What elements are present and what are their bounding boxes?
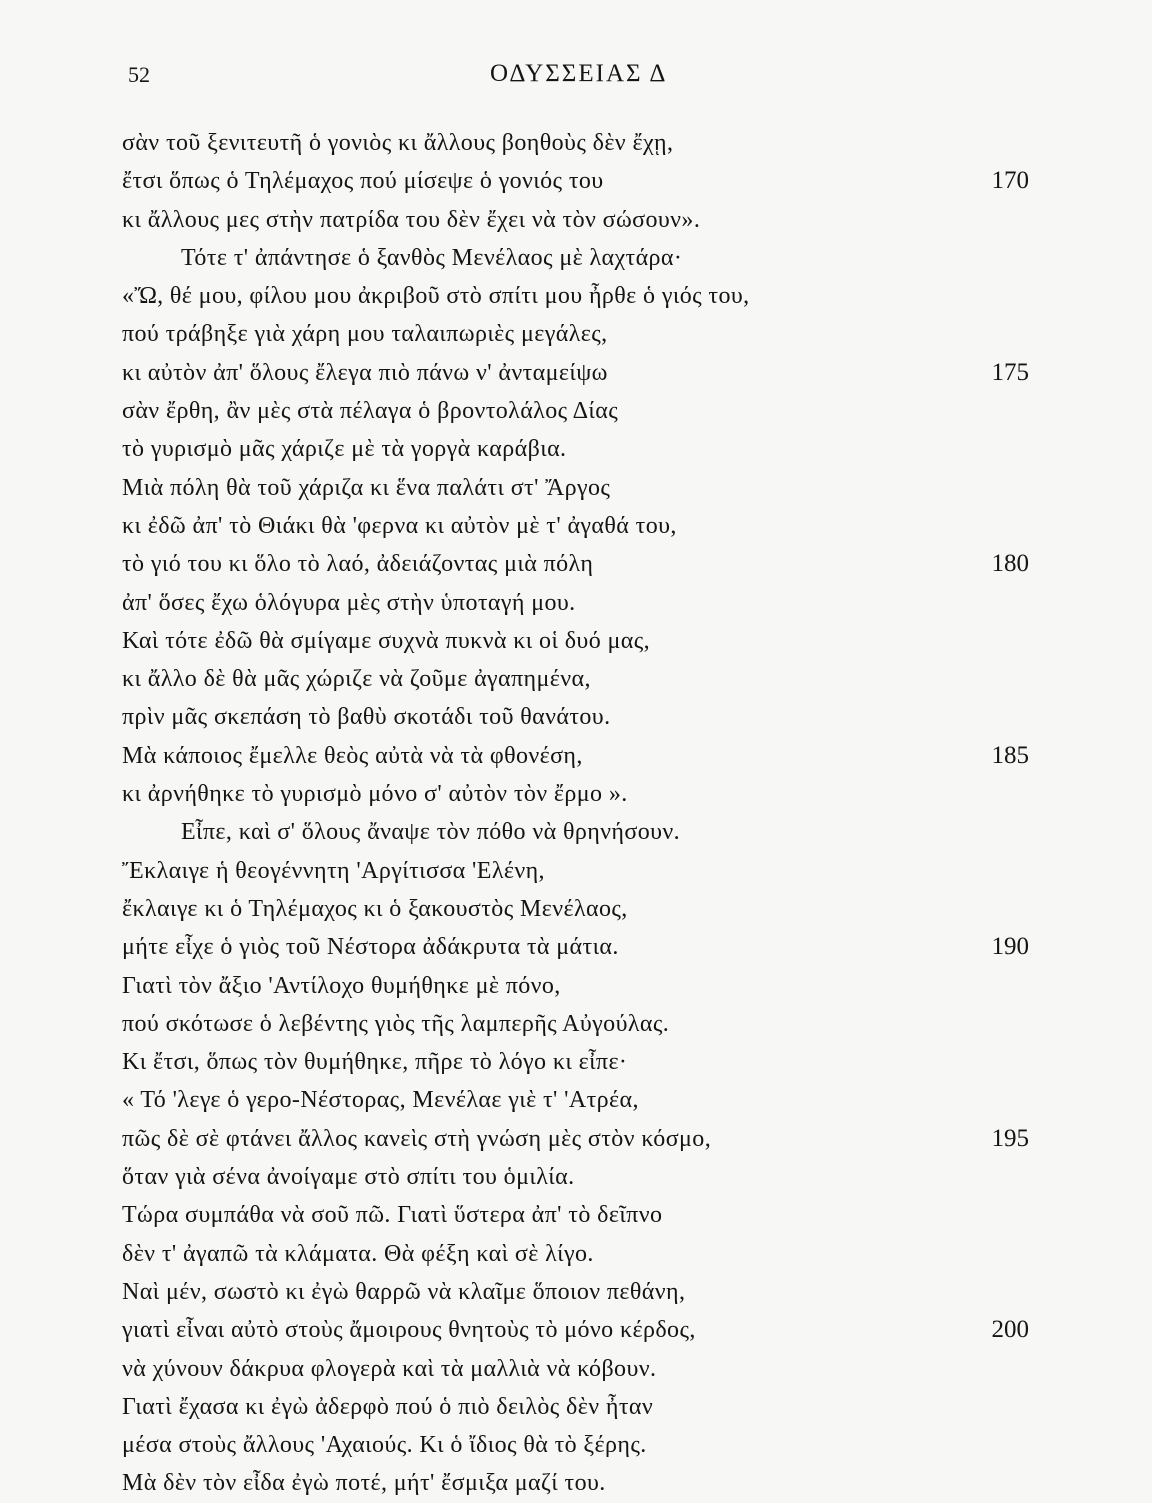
running-title: ΟΔΥΣΣΕΙΑΣ Δ xyxy=(490,60,668,87)
verse-line xyxy=(0,162,1152,200)
verse-line xyxy=(0,1235,1152,1273)
verse-line xyxy=(0,469,1152,507)
verse-text: δὲν τ' ἀγαπῶ τὰ κλάματα. Θὰ φέξη καὶ σὲ λίγο. xyxy=(122,1240,594,1267)
verse-line xyxy=(0,967,1152,1005)
line-number: 170 xyxy=(991,167,1029,195)
verse-text: πῶς δὲ σὲ φτάνει ἄλλος κανεὶς στὴ γνώση μὲς στὸν κόσμο, xyxy=(122,1125,712,1152)
verse-line xyxy=(0,1273,1152,1311)
verse-text: Εἶπε, καὶ σ' ὅλους ἄναψε τὸν πόθο νὰ θρηνήσουν. xyxy=(181,819,681,846)
verse-text: σὰν τοῦ ξενιτευτῆ ὁ γονιὸς κι ἄλλους βοηθοὺς δὲν ἔχῃ, xyxy=(122,130,674,156)
verse-line xyxy=(0,1043,1152,1081)
verse-line xyxy=(0,124,1152,162)
verse-text: Τώρα συμπάθα νὰ σοῦ πῶ. Γιατὶ ὕστερα ἀπ' τὸ δεῖπνο xyxy=(122,1202,663,1229)
verse-text: κι ἄλλο δὲ θὰ μᾶς χώριζε νὰ ζοῦμε ἀγαπημένα, xyxy=(122,666,591,693)
line-number: 195 xyxy=(991,1124,1029,1152)
verse-line xyxy=(0,1388,1152,1426)
verse-line xyxy=(0,622,1152,660)
verse-line xyxy=(0,507,1152,545)
verse-line xyxy=(0,698,1152,736)
verse-line xyxy=(0,813,1152,851)
verse-text: Μιὰ πόλη θὰ τοῦ χάριζα κι ἕνα παλάτι στ' Ἄργος xyxy=(122,474,611,501)
verse-text: ὅταν γιὰ σένα ἀνοίγαμε στὸ σπίτι του ὁμιλία. xyxy=(122,1164,575,1191)
verse-line xyxy=(0,1005,1152,1043)
verse-text: Κι ἔτσι, ὅπως τὸν θυμήθηκε, πῆρε τὸ λόγο κι εἶπε· xyxy=(122,1049,628,1076)
verse-line xyxy=(0,1464,1152,1502)
verse-line xyxy=(0,315,1152,353)
page-number: 52 xyxy=(128,62,150,87)
verse-text: μέσα στοὺς ἄλλους 'Αχαιούς. Κι ὁ ἴδιος θὰ τὸ ξέρης. xyxy=(122,1432,647,1459)
verse-line xyxy=(0,545,1152,583)
verse-text: Ἔκλαιγε ἡ θεογέννητη 'Αργίτισσα 'Ελένη, xyxy=(122,857,545,884)
verse-line xyxy=(0,1081,1152,1119)
verse-text: τὸ γυρισμὸ μᾶς χάριζε μὲ τὰ γοργὰ καράβια. xyxy=(122,436,567,463)
verse-line xyxy=(0,852,1152,890)
verse-text: ἔτσι ὅπως ὁ Τηλέμαχος πού μίσεψε ὁ γονιός του xyxy=(122,168,604,195)
verse-line xyxy=(0,1196,1152,1234)
line-number: 200 xyxy=(991,1316,1029,1344)
verse-block xyxy=(0,124,1152,1503)
verse-text: τὸ γιό του κι ὅλο τὸ λαό, ἀδειάζοντας μιὰ πόλη xyxy=(122,551,594,578)
verse-text: Καὶ τότε ἐδῶ θὰ σμίγαμε συχνὰ πυκνὰ κι οἱ δυό μας, xyxy=(122,627,651,654)
verse-text: νὰ χύνουν δάκρυα φλογερὰ καὶ τὰ μαλλιὰ νὰ κόβουν. xyxy=(122,1355,657,1382)
verse-text: κι ἐδῶ ἀπ' τὸ Θιάκι θὰ 'φερνα κι αὐτὸν μὲ τ' ἀγαθά του, xyxy=(122,512,677,539)
verse-line xyxy=(0,1158,1152,1196)
verse-line xyxy=(0,1426,1152,1464)
line-number: 185 xyxy=(991,741,1029,769)
verse-text: κι ἄλλους μες στὴν πατρίδα του δὲν ἔχει νὰ τὸν σώσουν». xyxy=(122,206,701,233)
verse-text: Μὰ κάποιος ἔμελλε θεὸς αὐτὰ νὰ τὰ φθονέση, xyxy=(122,742,583,769)
verse-text: κι αὐτὸν ἀπ' ὅλους ἔλεγα πιὸ πάνω ν' ἀνταμείψω xyxy=(122,359,608,386)
verse-line xyxy=(0,392,1152,430)
verse-text: γιατὶ εἶναι αὐτὸ στοὺς ἄμοιρους θνητοὺς τὸ μόνο κέρδος, xyxy=(122,1317,696,1344)
verse-line xyxy=(0,239,1152,277)
verse-line xyxy=(0,277,1152,315)
verse-text: Ναὶ μέν, σωστὸ κι ἐγὼ θαρρῶ νὰ κλαῖμε ὅποιον πεθάνη, xyxy=(122,1278,686,1305)
verse-line xyxy=(0,1120,1152,1158)
verse-text: πού σκότωσε ὁ λεβέντης γιὸς τῆς λαμπερῆς Αὐγούλας. xyxy=(122,1010,670,1037)
verse-text: πού τράβηξε γιὰ χάρη μου ταλαιπωριὲς μεγάλες, xyxy=(122,321,608,348)
verse-text: κι ἀρνήθηκε τὸ γυρισμὸ μόνο σ' αὐτὸν τὸν ἔρμο ». xyxy=(122,781,628,808)
verse-text: « Τό 'λεγε ὁ γερο-Νέστορας, Μενέλαε γιὲ τ' 'Ατρέα, xyxy=(122,1087,639,1114)
verse-line xyxy=(0,584,1152,622)
verse-line xyxy=(0,1350,1152,1388)
verse-text: Μὰ δὲν τὸν εἶδα ἐγὼ ποτέ, μήτ' ἔσμιξα μαζί του. xyxy=(122,1470,606,1497)
verse-text: πρὶν μᾶς σκεπάση τὸ βαθὺ σκοτάδι τοῦ θανάτου. xyxy=(122,704,611,731)
verse-text: ἔκλαιγε κι ὁ Τηλέμαχος κι ὁ ξακουστὸς Μενέλαος, xyxy=(122,895,628,922)
line-number: 180 xyxy=(991,550,1029,578)
page-header xyxy=(0,62,1152,96)
verse-text: «Ὤ, θέ μου, φίλου μου ἀκριβοῦ στὸ σπίτι μου ἦρθε ὁ γιός του, xyxy=(122,283,750,310)
verse-line xyxy=(0,201,1152,239)
verse-text: μήτε εἶχε ὁ γιὸς τοῦ Νέστορα ἀδάκρυτα τὰ μάτια. xyxy=(122,934,619,961)
verse-line xyxy=(0,1311,1152,1349)
verse-line xyxy=(0,928,1152,966)
verse-text: Τότε τ' ἀπάντησε ὁ ξανθὸς Μενέλαος μὲ λαχτάρα· xyxy=(181,244,683,271)
verse-text: ἀπ' ὅσες ἔχω ὁλόγυρα μὲς στὴν ὑποταγή μου. xyxy=(122,589,576,616)
verse-text: σὰν ἔρθη, ἂν μὲς στὰ πέλαγα ὁ βροντολάλος Δίας xyxy=(122,398,619,425)
verse-line xyxy=(0,354,1152,392)
verse-text: Γιατὶ τὸν ἄξιο 'Αντίλοχο θυμήθηκε μὲ πόνο, xyxy=(122,972,561,999)
line-number: 190 xyxy=(991,933,1029,961)
verse-line xyxy=(0,775,1152,813)
verse-line xyxy=(0,430,1152,468)
verse-line xyxy=(0,660,1152,698)
line-number: 175 xyxy=(991,358,1029,386)
verse-line xyxy=(0,737,1152,775)
verse-text: Γιατὶ ἔχασα κι ἐγὼ ἀδερφὸ πού ὁ πιὸ δειλὸς δὲν ἦταν xyxy=(122,1393,654,1420)
verse-line xyxy=(0,890,1152,928)
